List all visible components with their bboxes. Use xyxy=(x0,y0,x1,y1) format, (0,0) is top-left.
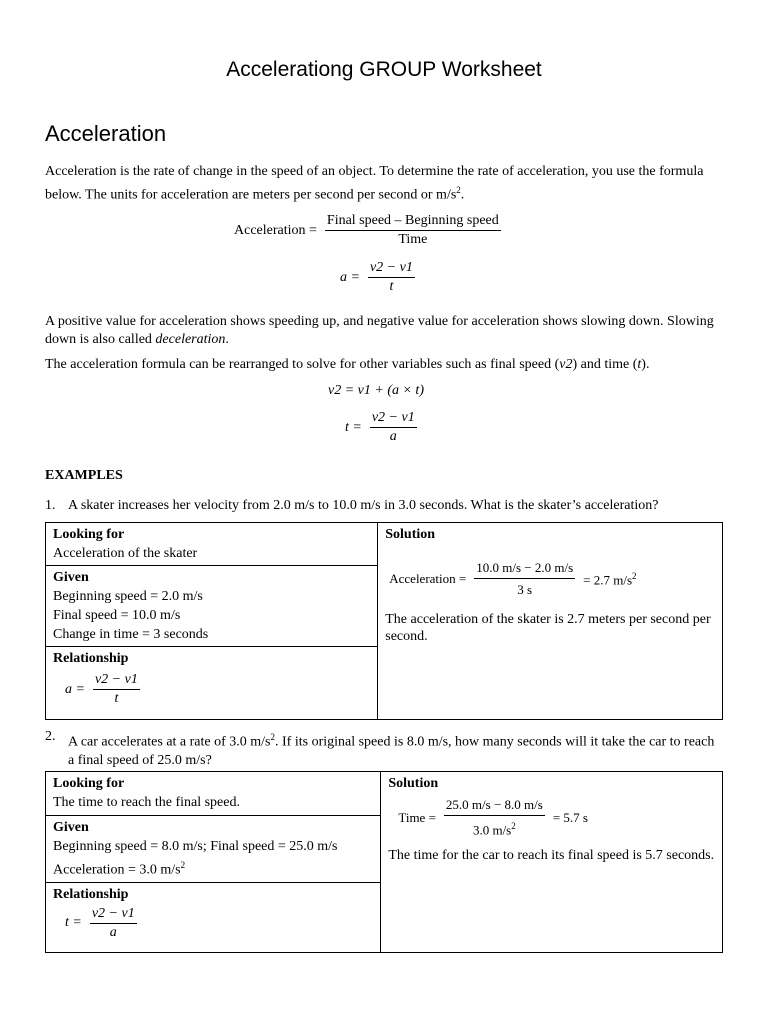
equation-numerator: v2 − v1 xyxy=(370,410,417,428)
relationship-equation xyxy=(65,906,373,941)
given-label: Given xyxy=(53,820,89,835)
solution-cell xyxy=(381,772,723,953)
deceleration-period: . xyxy=(225,332,229,347)
looking-for-value: The time to reach the final speed. xyxy=(53,795,240,810)
solution-text: The acceleration of the skater is 2.7 meters per second per second. xyxy=(385,612,711,644)
equation-left: Acceleration = xyxy=(389,571,467,586)
time-equation xyxy=(345,410,417,445)
example-number: 2. xyxy=(45,729,56,744)
equation-numerator: 10.0 m/s − 2.0 m/s xyxy=(474,558,575,579)
solution-label: Solution xyxy=(385,527,436,542)
rearrange-end: ). xyxy=(641,357,650,372)
equation-numerator: 25.0 m/s − 8.0 m/s xyxy=(444,795,545,816)
given-cell xyxy=(46,566,378,647)
relationship-label: Relationship xyxy=(53,886,129,902)
intro-paragraph-3 xyxy=(45,356,725,374)
looking-for-label: Looking for xyxy=(53,776,125,791)
examples-heading: EXAMPLES xyxy=(45,468,123,483)
unit-superscript: 2 xyxy=(456,185,461,195)
equation-result: = 2.7 m/s xyxy=(583,572,633,588)
equation-left: t = xyxy=(65,915,82,931)
final-speed-symbol: v2 xyxy=(559,357,573,372)
solution-equation xyxy=(398,795,715,839)
equation-denominator: a xyxy=(109,924,117,940)
equation-numerator: Final speed – Beginning speed xyxy=(325,213,501,231)
equation-left: Acceleration = xyxy=(234,222,317,238)
rearrange-mid: ) and time ( xyxy=(572,357,638,372)
relationship-label: Relationship xyxy=(53,651,129,666)
final-speed-equation: v2 = v1 + (a × t) xyxy=(328,383,424,398)
rearrange-text: The acceleration formula can be rearranged to solve for other variables such as final speed ( xyxy=(45,357,560,372)
equation-left: a = xyxy=(65,681,85,697)
equation-denominator: t xyxy=(389,279,394,294)
equation-denominator: 3.0 m/s xyxy=(472,822,512,838)
equation-result: = 5.7 s xyxy=(552,809,588,825)
solution-text: The time for the car to reach its final speed is 5.7 seconds. xyxy=(388,848,715,864)
relationship-cell xyxy=(46,882,381,952)
time-symbol: t xyxy=(637,357,642,372)
equation-denominator: Time xyxy=(398,232,428,247)
intro-text: Acceleration is the rate of change in the speed of an object. To determine the rate of acceleration, you use the formula below. The units for acceleration are meters per second per second or m/s xyxy=(45,164,704,203)
denominator-superscript: 2 xyxy=(511,821,516,831)
equation-left: a = xyxy=(340,269,360,285)
solution-cell xyxy=(378,523,723,720)
relationship-equation xyxy=(65,672,370,707)
deceleration-term: deceleration xyxy=(155,332,226,347)
given-line: Acceleration = 3.0 m/s xyxy=(53,862,181,878)
section-heading: Acceleration xyxy=(45,121,167,146)
given-line: Change in time = 3 seconds xyxy=(53,627,209,642)
question-text-end: . If its original speed is 8.0 m/s, how many seconds will it take the car to reach a final speed of 25.0 m/s? xyxy=(68,734,715,768)
equation-denominator: 3 s xyxy=(517,582,533,597)
intro-period: . xyxy=(460,187,465,203)
equation-left: t = xyxy=(345,419,362,435)
equation-numerator: v2 − v1 xyxy=(368,260,415,278)
unit-superscript: 2 xyxy=(180,860,186,870)
example-2-table xyxy=(45,771,723,953)
unit-superscript: 2 xyxy=(270,732,276,742)
given-line: Beginning speed = 2.0 m/s xyxy=(53,589,203,604)
equation-denominator: a xyxy=(389,429,397,444)
equation-denominator: t xyxy=(114,691,119,706)
looking-for-cell xyxy=(46,523,378,566)
page-title: Accelerationg GROUP Worksheet xyxy=(226,58,542,81)
given-label: Given xyxy=(53,570,89,585)
equation-numerator: v2 − v1 xyxy=(93,672,140,690)
solution-equation xyxy=(389,558,715,599)
given-line: Final speed = 10.0 m/s xyxy=(53,608,181,623)
given-cell xyxy=(46,816,381,883)
relationship-cell xyxy=(46,647,378,720)
equation-numerator: v2 − v1 xyxy=(90,906,137,924)
example-number: 1. xyxy=(45,498,56,513)
solution-label: Solution xyxy=(388,776,439,791)
intro-paragraph-1 xyxy=(45,163,725,205)
looking-for-value: Acceleration of the skater xyxy=(53,546,198,561)
given-line: Beginning speed = 8.0 m/s; Final speed = 25.0 m/s xyxy=(53,839,338,854)
example-2-question xyxy=(45,728,725,766)
example-1-question xyxy=(45,497,725,517)
deceleration-text: A positive value for acceleration shows speeding up, and negative value for acceleration shows slowing down. Slowing down is also called xyxy=(45,314,714,347)
acceleration-word-equation xyxy=(234,213,501,248)
question-text: A car accelerates at a rate of 3.0 m/s xyxy=(68,734,271,750)
example-1-table xyxy=(45,522,723,720)
equation-left: Time = xyxy=(398,809,436,825)
looking-for-cell xyxy=(46,772,381,816)
acceleration-symbol-equation xyxy=(340,260,415,295)
question-text: A skater increases her velocity from 2.0 m/s to 10.0 m/s in 3.0 seconds. What is the skater’s acceleration? xyxy=(68,498,659,513)
result-superscript: 2 xyxy=(632,571,637,582)
looking-for-label: Looking for xyxy=(53,527,125,542)
intro-paragraph-2 xyxy=(45,313,725,349)
